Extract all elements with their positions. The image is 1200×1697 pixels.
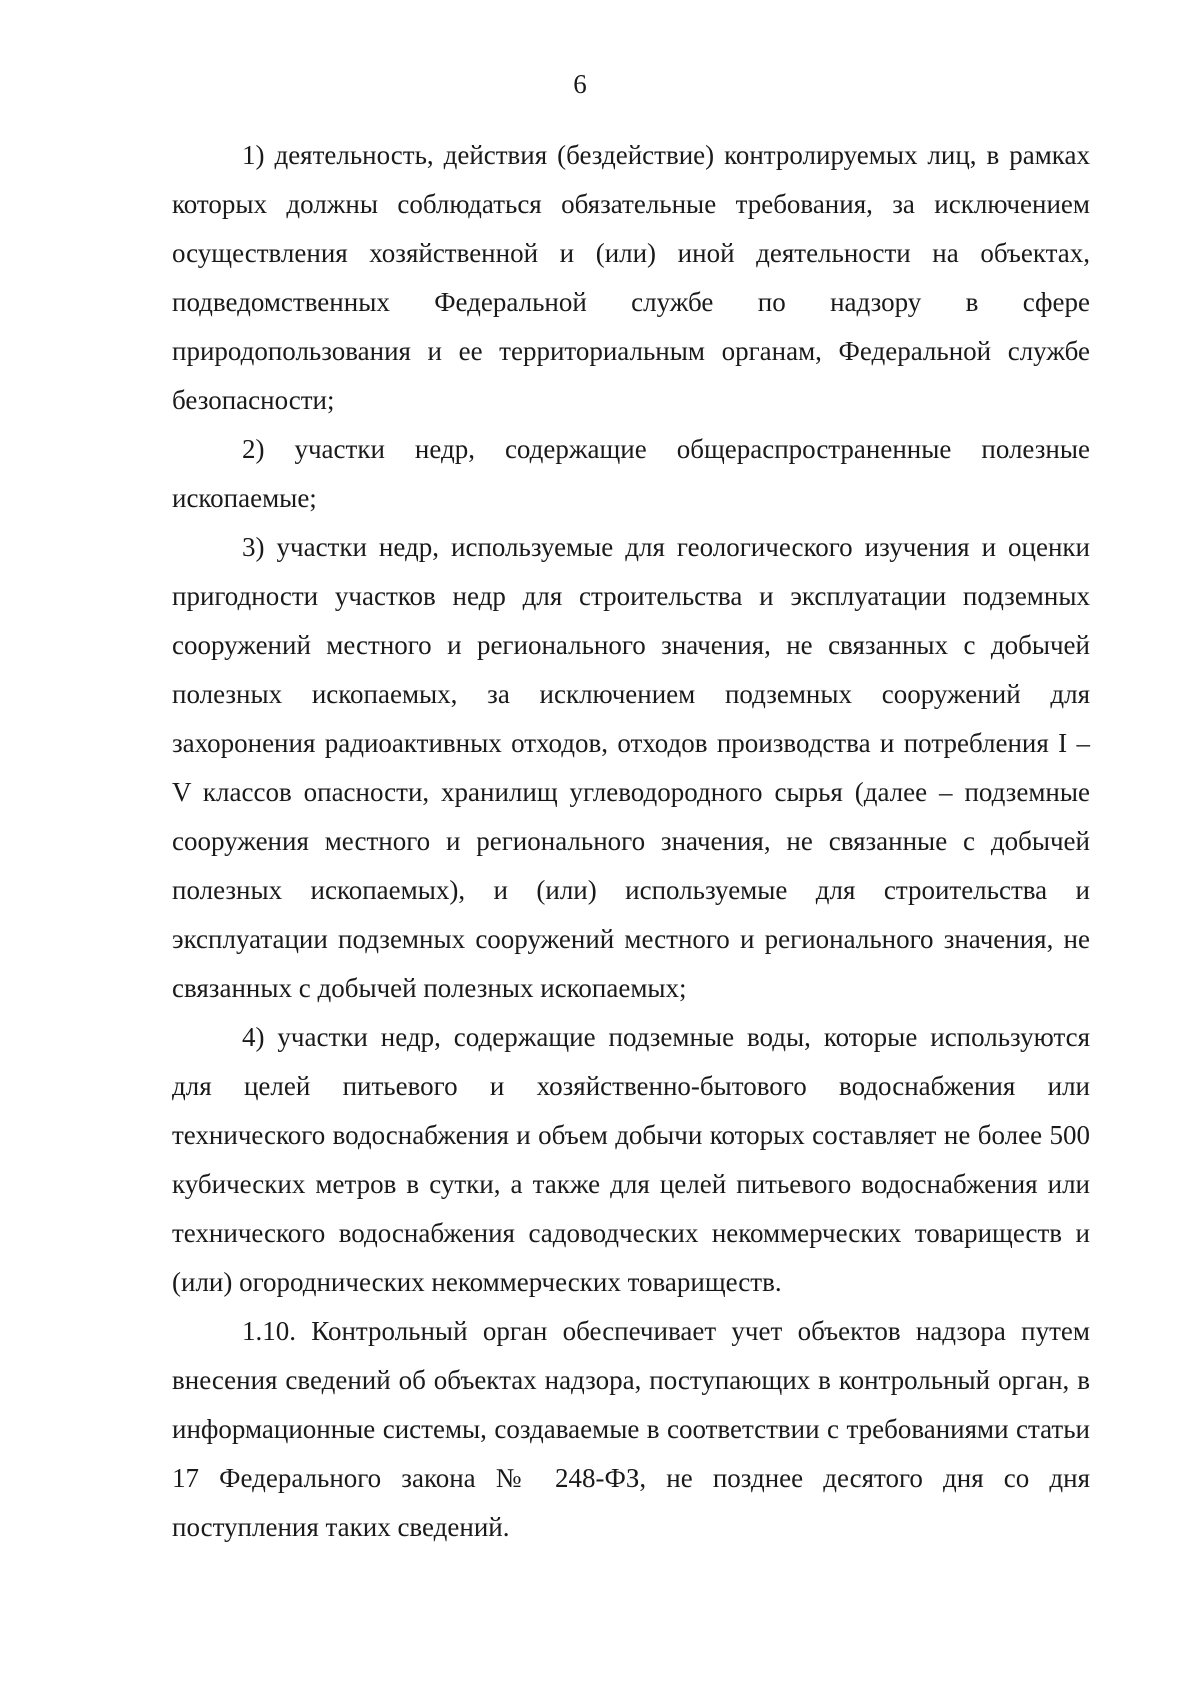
page-number: 6: [573, 69, 587, 99]
paragraph-item-2: 2) участки недр, содержащие общераспространенные полезные ископаемые;: [172, 434, 1090, 513]
paragraph-item-3: 3) участки недр, используемые для геологического изучения и оценки пригодности участков недр для строительства и эксплуатации подземных сооружений местного и регионального значения, не связанных с добычей полезных ископаемых, за исключением подземных сооружений для захоронения радиоактивных отходов, отходов производства и потребления I – V классов опасности, хранилищ углеводородного сырья (далее – подземные сооружения местного и регионального значения, не связанные с добычей полезных ископаемых), и (или) используемые для строительства и эксплуатации подземных сооружений местного и регионального значения, не связанных с добычей полезных ископаемых;: [172, 532, 1090, 1003]
paragraph-1-10: 1.10. Контрольный орган обеспечивает учет объектов надзора путем внесения сведений об объектах надзора, поступающих в контрольный орган, в информационные системы, создаваемые в соответствии с требованиями статьи 17 Федерального закона № 248-ФЗ, не позднее десятого дня со дня поступления таких сведений.: [172, 1316, 1090, 1542]
document-body: [172, 131, 1090, 1552]
paragraph-item-4: 4) участки недр, содержащие подземные воды, которые используются для целей питьевого и хозяйственно-бытового водоснабжения или технического водоснабжения и объем добычи которых составляет не более 500 кубических метров в сутки, а также для целей питьевого водоснабжения или технического водоснабжения садоводческих некоммерческих товариществ и (или) огороднических некоммерческих товариществ.: [172, 1022, 1090, 1297]
paragraph-item-1: 1) деятельность, действия (бездействие) контролируемых лиц, в рамках которых должны соблюдаться обязательные требования, за исключением осуществления хозяйственной и (или) иной деятельности на объектах, подведомственных Федеральной службе по надзору в сфере природопользования и ее территориальным органам, Федеральной службе безопасности;: [172, 140, 1090, 415]
